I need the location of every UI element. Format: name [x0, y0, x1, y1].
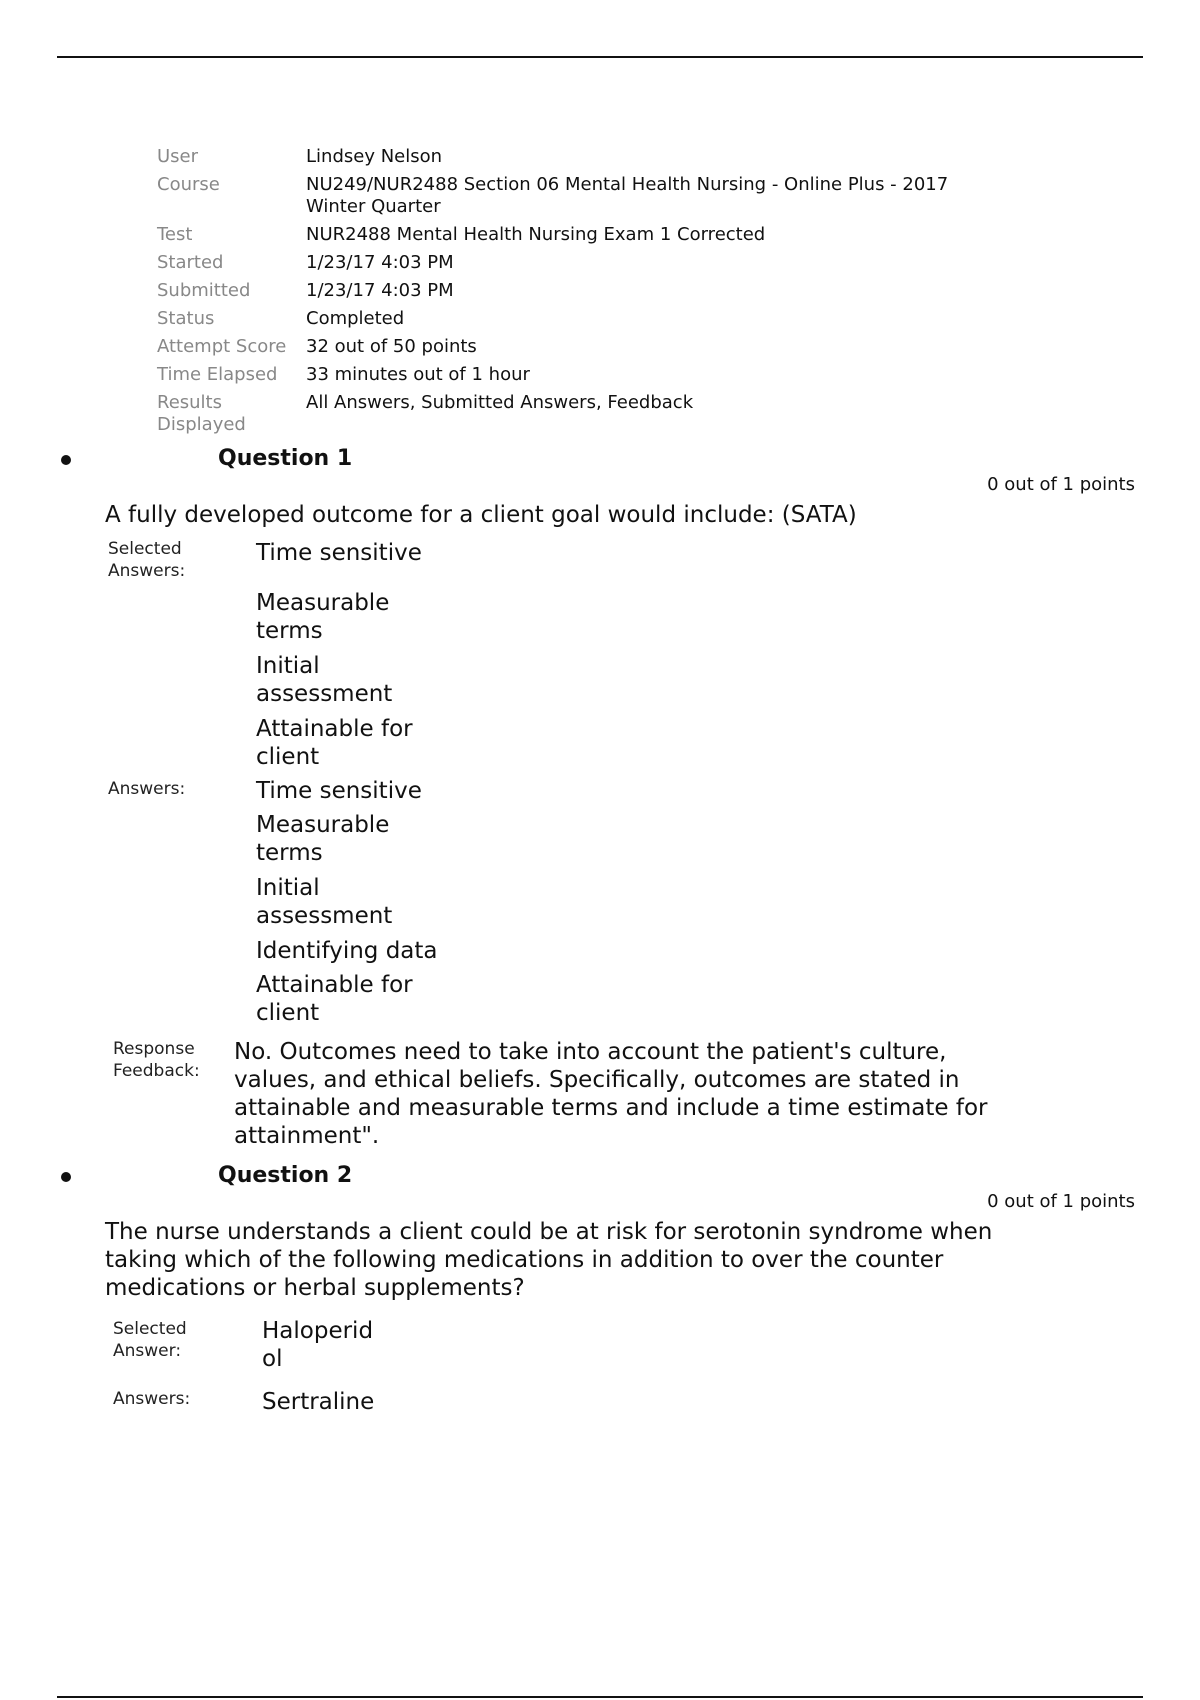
response-feedback-label: Response Feedback:: [113, 1039, 200, 1081]
summary-value: 1/23/17 4:03 PM: [306, 280, 454, 301]
bullet-icon: [61, 455, 71, 465]
summary-label: Status: [157, 308, 215, 329]
question-text: A fully developed outcome for a client goal would include: (SATA): [105, 502, 857, 528]
question-text: The nurse understands a client could be at risk for serotonin syndrome when taking which of the following medications in addition to over the counter medications or herbal supplements?: [105, 1219, 993, 1301]
answer: Measurable terms: [256, 812, 390, 866]
summary-row-time-elapsed: [157, 364, 996, 386]
answer: Sertraline: [262, 1389, 375, 1415]
bottom-rule: [57, 1696, 1143, 1698]
summary-label: Results Displayed: [157, 392, 246, 435]
answer: Time sensitive: [256, 778, 422, 804]
bullet-icon: [61, 1172, 71, 1182]
selected-answer: Attainable for client: [256, 716, 413, 770]
summary-value: Completed: [306, 308, 405, 329]
summary-value: NUR2488 Mental Health Nursing Exam 1 Corrected: [306, 224, 766, 245]
summary-row-attempt-score: [157, 336, 996, 358]
question-points: 0 out of 1 points: [987, 474, 1135, 495]
summary-value: 1/23/17 4:03 PM: [306, 252, 454, 273]
summary-value: All Answers, Submitted Answers, Feedback: [306, 392, 694, 413]
answer: Initial assessment: [256, 875, 393, 929]
summary-value: Lindsey Nelson: [306, 146, 443, 167]
summary-row-results-displayed: [157, 392, 996, 436]
summary-row-started: [157, 252, 996, 274]
question-title: Question 1: [218, 446, 353, 471]
summary-value: 32 out of 50 points: [306, 336, 477, 357]
answer: Attainable for client: [256, 972, 413, 1026]
summary-label: Course: [157, 174, 220, 195]
summary-row-user: [157, 146, 996, 168]
selected-answer: Initial assessment: [256, 653, 393, 707]
selected-answer-label: Selected Answer:: [113, 1319, 187, 1361]
summary-row-status: [157, 308, 996, 330]
summary-label: Started: [157, 252, 224, 273]
summary-label: Test: [157, 224, 193, 245]
summary-label: Attempt Score: [157, 336, 287, 357]
summary-value: 33 minutes out of 1 hour: [306, 364, 530, 385]
summary-row-test: [157, 224, 996, 246]
summary-label: User: [157, 146, 199, 167]
answer: Identifying data: [256, 938, 438, 964]
answers-label: Answers:: [113, 1389, 191, 1409]
response-feedback-text: No. Outcomes need to take into account the patient's culture, values, and ethical beliefs. Specifically, outcomes are stated in attainable and measurable terms and include a time estimate for attainment".: [234, 1039, 988, 1149]
selected-answer: Measurable terms: [256, 590, 390, 644]
summary-value: NU249/NUR2488 Section 06 Mental Health Nursing - Online Plus - 2017 Winter Quarter: [306, 174, 949, 217]
top-rule: [57, 56, 1143, 58]
attempt-summary: [157, 146, 996, 442]
summary-label: Time Elapsed: [157, 364, 278, 385]
summary-label: Submitted: [157, 280, 251, 301]
answers-label: Answers:: [108, 779, 186, 799]
selected-answers-label: Selected Answers:: [108, 539, 186, 581]
selected-answer: Time sensitive: [256, 540, 422, 566]
question-title: Question 2: [218, 1163, 353, 1188]
selected-answer: Haloperidol: [262, 1318, 374, 1372]
question-points: 0 out of 1 points: [987, 1191, 1135, 1212]
summary-row-submitted: [157, 280, 996, 302]
summary-row-course: [157, 174, 996, 218]
